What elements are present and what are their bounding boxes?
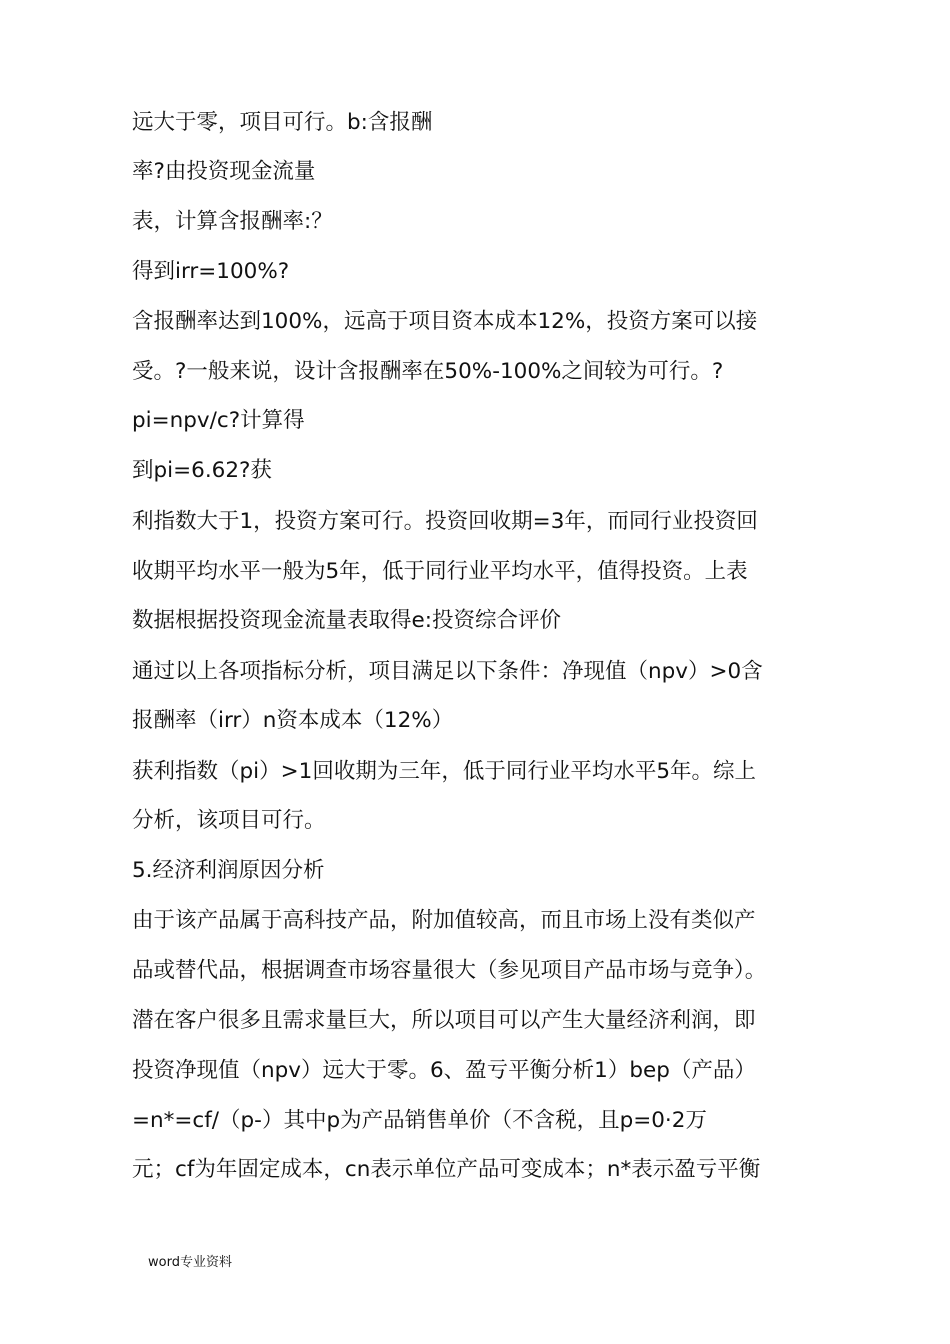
text-line: 表，计算含报酬率:？ — [132, 209, 333, 234]
text-line: 分析，该项目可行。 — [132, 808, 326, 833]
text-line: 报酬率（irr）n资本成本（12%） — [132, 708, 454, 733]
text-line: 数据根据投资现金流量表取得e:投资综合评价 — [132, 608, 561, 633]
text-line: 获利指数（pi）>1回收期为三年，低于同行业平均水平5年。综上 — [132, 759, 756, 784]
text-line: 得到irr=100%? — [132, 259, 290, 284]
text-line: 远大于零，项目可行。b:含报酬 — [132, 110, 433, 135]
text-line: =n*=cf/（p-）其中p为产品销售单价（不含税，且p=0·2万 — [132, 1108, 707, 1133]
text-line: 收期平均水平一般为5年，低于同行业平均水平，值得投资。上表 — [132, 559, 748, 584]
text-line: 通过以上各项指标分析，项目满足以下条件：净现值（npv）>0含 — [132, 659, 763, 684]
text-line: 投资净现值（npv）远大于零。6、盈亏平衡分析1）bep（产品） — [132, 1058, 756, 1083]
text-line: 元；cf为年固定成本，cn表示单位产品可变成本；n*表示盈亏平衡 — [132, 1157, 761, 1182]
text-line: 品或替代品，根据调查市场容量很大（参见项目产品市场与竞争）。 — [132, 958, 767, 983]
text-line: pi=npv/c?计算得 — [132, 408, 305, 433]
text-line: 利指数大于1，投资方案可行。投资回收期=3年，而同行业投资回 — [132, 509, 758, 534]
text-line: 由于该产品属于高科技产品，附加值较高，而且市场上没有类似产 — [132, 908, 756, 933]
text-line: 潜在客户很多且需求量巨大，所以项目可以产生大量经济利润，即 — [132, 1008, 756, 1033]
text-line: 率?由投资现金流量 — [132, 159, 316, 184]
text-line: 含报酬率达到100%，远高于项目资本成本12%，投资方案可以接 — [132, 309, 758, 334]
section-heading: 5.经济利润原因分析 — [132, 858, 325, 883]
page-footer: word专业资料 — [148, 1255, 232, 1270]
text-line: 到pi=6.62?获 — [132, 458, 272, 483]
text-line: 受。?一般来说，设计含报酬率在50%-100%之间较为可行。? — [132, 359, 724, 384]
